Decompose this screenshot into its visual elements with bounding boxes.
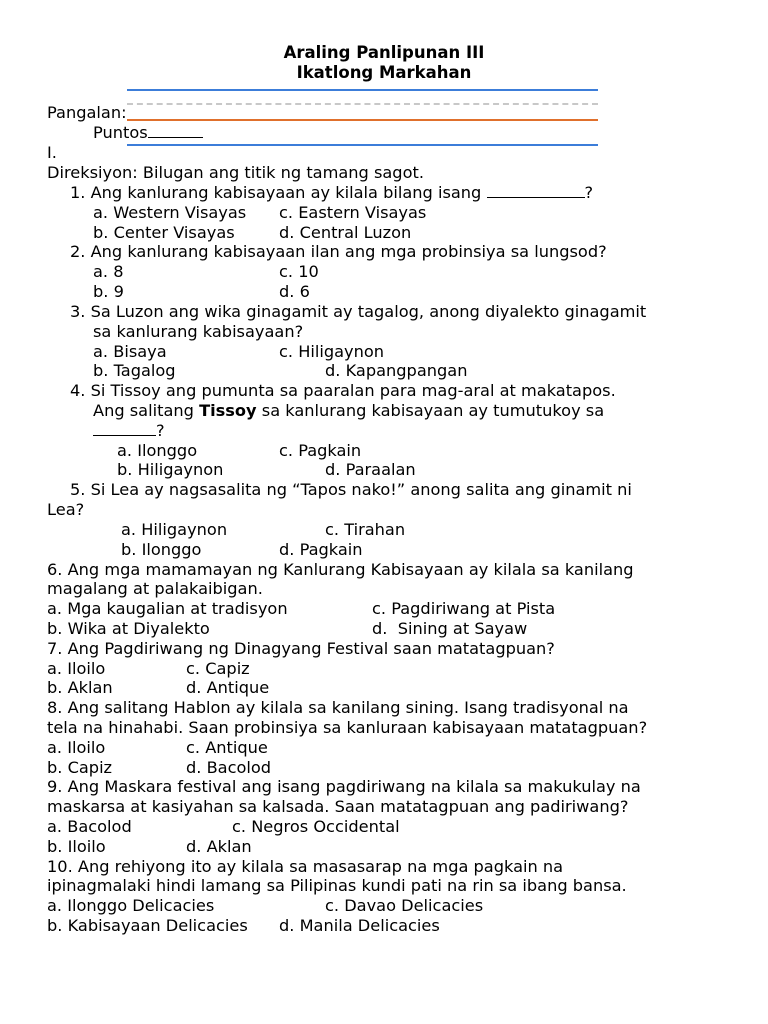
choice-d[interactable]: d. Aklan [186,837,252,856]
choice-b[interactable]: b. Aklan [47,678,113,697]
choice-row [0,282,768,302]
question-10: 10. Ang rehiyong ito ay kilala sa masasarap na mga pagkain na [47,857,564,876]
choice-c[interactable]: c. 10 [279,262,319,281]
score-blank[interactable] [148,123,203,138]
name-label: Pangalan: [47,103,127,122]
rule-orange [127,119,598,121]
choice-b[interactable]: b. Kabisayaan Delicacies [47,916,248,935]
choice-row [0,619,768,639]
choice-b[interactable]: b. Center Visayas [93,223,235,242]
question-5-cont: Lea? [47,500,85,519]
choice-row [0,520,768,540]
question-4-cont: Ang salitang Tissoy sa kanlurang kabisayaan ay tumutukoy sa [93,401,605,420]
choice-row [0,203,768,223]
choice-d[interactable]: d. Manila Delicacies [279,916,440,935]
choice-a[interactable]: a. Ilonggo [117,441,198,460]
question-8-cont: tela na hinahabi. Saan probinsiya sa kanluraan kabisayaan matatagpuan? [47,718,648,737]
choice-d[interactable]: d. Pagkain [279,540,363,559]
question-3: 3. Sa Luzon ang wika ginagamit ay tagalog, anong diyalekto ginagamit [70,302,647,321]
choice-c[interactable]: c. Davao Delicacies [325,896,484,915]
question-6-cont: magalang at palakaibigan. [47,579,263,598]
keyword-tissoy: Tissoy [199,401,257,420]
choice-b[interactable]: b. Ilonggo [121,540,202,559]
question-2: 2. Ang kanlurang kabisayaan ilan ang mga probinsiya sa lungsod? [70,242,607,261]
answer-blank[interactable] [93,421,156,436]
choice-row [0,758,768,778]
choice-row [0,916,768,936]
rule-blue-bottom [127,144,598,146]
score-label: Puntos [93,123,148,142]
choice-b[interactable]: b. Tagalog [93,361,176,380]
choice-d[interactable]: d. Kapangpangan [325,361,468,380]
choice-c[interactable]: c. Pagdiriwang at Pista [372,599,556,618]
choice-row [0,441,768,461]
choice-row [0,659,768,679]
choice-row [0,223,768,243]
choice-row [0,361,768,381]
choice-b[interactable]: b. Hiligaynon [117,460,224,479]
choice-a[interactable]: a. Mga kaugalian at tradisyon [47,599,288,618]
choice-row [0,460,768,480]
choice-row [0,817,768,837]
worksheet-title: Araling Panlipunan III [283,43,485,62]
choice-c[interactable]: c. Hiligaynon [279,342,385,361]
choice-a[interactable]: a. Western Visayas [93,203,247,222]
choice-c[interactable]: c. Capiz [186,659,250,678]
rule-dashed [127,103,598,105]
question-10-cont: ipinagmalaki hindi lamang sa Pilipinas kundi pati na rin sa ibang bansa. [47,876,627,895]
choice-d[interactable]: d. Bacolod [186,758,272,777]
choice-row [0,540,768,560]
question-5: 5. Si Lea ay nagsasalita ng “Tapos nako!” anong salita ang ginamit ni [70,480,632,499]
question-7: 7. Ang Pagdiriwang ng Dinagyang Festival saan matatagpuan? [47,639,555,658]
choice-b[interactable]: b. Iloilo [47,837,106,856]
choice-a[interactable]: a. Ilonggo Delicacies [47,896,215,915]
worksheet-subtitle: Ikatlong Markahan [296,63,472,82]
choice-c[interactable]: c. Eastern Visayas [279,203,427,222]
choice-b[interactable]: b. 9 [93,282,124,301]
choice-a[interactable]: a. Iloilo [47,659,106,678]
direction-text: Direksiyon: Bilugan ang titik ng tamang sagot. [47,163,424,182]
rule-blue-top [127,89,598,91]
choice-d[interactable]: d. Central Luzon [279,223,412,242]
answer-blank[interactable] [487,183,585,198]
choice-row [0,837,768,857]
choice-a[interactable]: a. Iloilo [47,738,106,757]
question-6: 6. Ang mga mamamayan ng Kanlurang Kabisayaan ay kilala sa kanilang [47,560,634,579]
choice-row [0,599,768,619]
choice-a[interactable]: a. Bisaya [93,342,167,361]
question-4-blank: ? [93,421,165,441]
question-8: 8. Ang salitang Hablon ay kilala sa kanilang sining. Isang tradisyonal na [47,698,629,717]
choice-row [0,678,768,698]
question-3-cont: sa kanlurang kabisayaan? [93,322,304,341]
choice-d[interactable]: d. Paraalan [325,460,416,479]
choice-row [0,738,768,758]
choice-b[interactable]: b. Wika at Diyalekto [47,619,210,638]
choice-c[interactable]: c. Antique [186,738,268,757]
question-9-cont: maskarsa at kasiyahan sa kalsada. Saan matatagpuan ang padiriwang? [47,797,629,816]
choice-a[interactable]: a. Hiligaynon [121,520,228,539]
part-label: I. [47,143,57,162]
choice-row [0,262,768,282]
question-4: 4. Si Tissoy ang pumunta sa paaralan para mag-aral at makatapos. [70,381,616,400]
question-9: 9. Ang Maskara festival ang isang pagdiriwang na kilala sa makukulay na [47,777,641,796]
choice-d[interactable]: d. Antique [186,678,270,697]
choice-a[interactable]: a. Bacolod [47,817,132,836]
question-1: 1. Ang kanlurang kabisayaan ay kilala bilang isang ? [70,183,594,202]
choice-b[interactable]: b. Capiz [47,758,113,777]
choice-a[interactable]: a. 8 [93,262,124,281]
choice-d[interactable]: d. 6 [279,282,310,301]
choice-c[interactable]: c. Pagkain [279,441,362,460]
choice-row [0,342,768,362]
choice-d[interactable]: d. Sining at Sayaw [372,619,528,638]
choice-c[interactable]: c. Tirahan [325,520,406,539]
choice-row [0,896,768,916]
score-line [93,123,203,143]
choice-c[interactable]: c. Negros Occidental [232,817,400,836]
